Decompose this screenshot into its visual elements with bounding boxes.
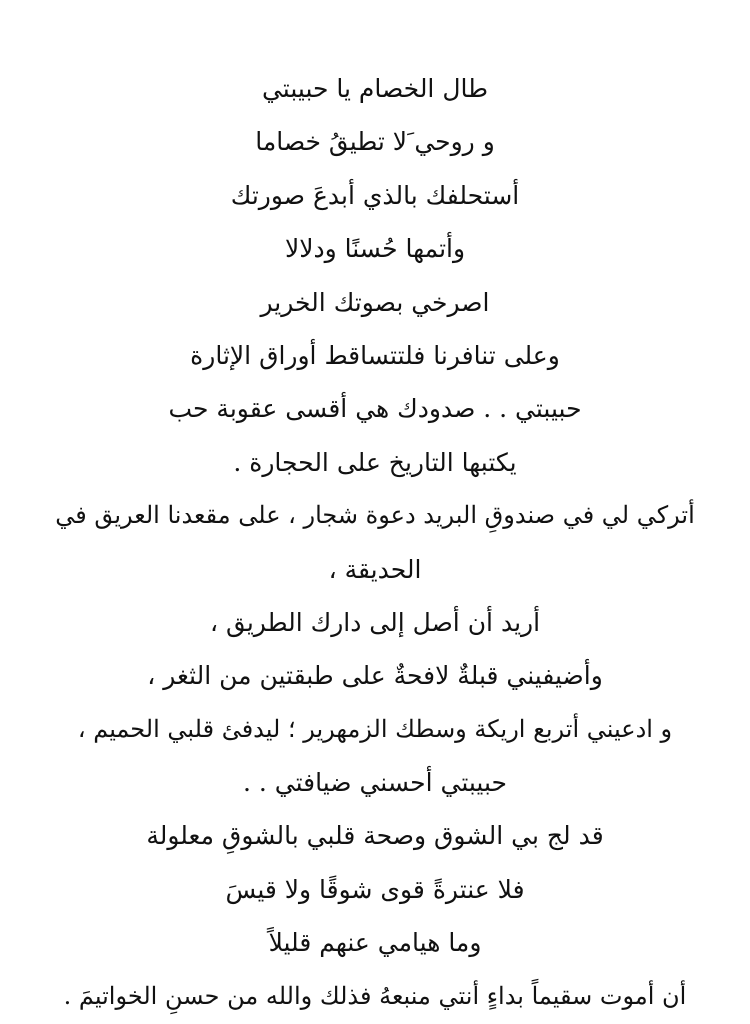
poem-line: و روحي َلا تطيقُ خصاما (255, 127, 495, 157)
poem-line: وأضيفيني قبلةٌ لافحةٌ على طبقتين من الثغر ، (147, 661, 603, 691)
poem-line: اصرخي بصوتك الخرير (260, 287, 490, 317)
poem-line: قد لج بي الشوق وصحة قلبي بالشوقِ معلولة (146, 821, 604, 851)
poem-text (20, 62, 730, 1023)
poem-line: فلا عنترةً قوى شوقًا ولا قيسَ (225, 874, 525, 904)
poem-line: وعلى تنافرنا فلتتساقط أوراق الإثارة (190, 340, 560, 370)
poem-line: أتركي لي في صندوقِ البريد دعوة شجار ، على مقعدنا العريق في (55, 501, 695, 530)
poem-line: طال الخصام يا حبيبتي (261, 74, 489, 103)
poem-line: أريد أن أصل إلى دارك الطريق ، (209, 607, 541, 637)
poem-line: يكتبها التاريخ على الحجارة . (233, 447, 517, 477)
poem-line: وأتمها حُسنًا ودلالا (284, 234, 466, 264)
poem-line: وما هيامي عنهم قليلاً (268, 928, 482, 958)
poem-line: الحديقة ، (328, 554, 422, 584)
poem-line: حبيبتي أحسني ضيافتي . . (243, 768, 507, 798)
poem-line: أن أموت سقيماً بداءٍ أنتي منبعهُ فذلك والله من حسنِ الخواتيمَ . (63, 981, 687, 1010)
poem-line: حبيبتي . . صدودك هي أقسى عقوبة حب (168, 394, 582, 424)
poem-line: و ادعيني أتربع اريكة وسطك الزمهرير ؛ ليدفئ قلبي الحميم ، (77, 714, 673, 743)
poem-line: أستحلفك بالذي أبدعَ صورتك (230, 180, 520, 210)
